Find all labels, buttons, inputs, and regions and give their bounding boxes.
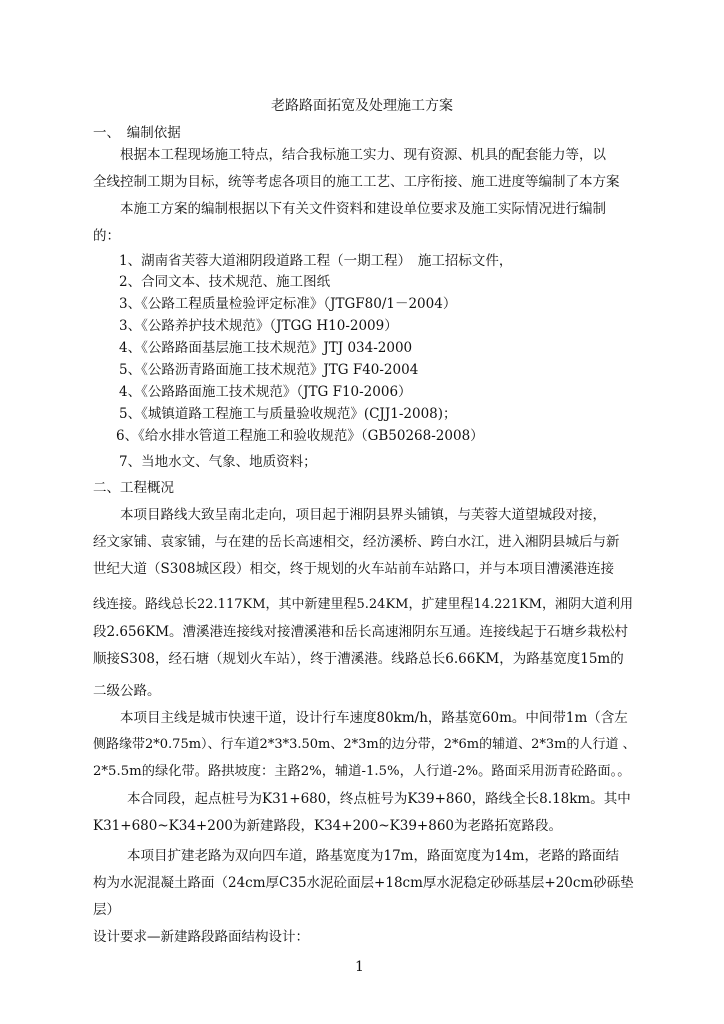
section1-para1-line2: 全线控制工期为目标，统等考虑各项目的施工工艺、工序衔接、施工进度等编制了本方案	[93, 174, 620, 190]
reference-item: 4、《公路路面施工技术规范》（JTG F10-2006）	[119, 384, 412, 400]
section2-para3-line: 本合同段，起点桩号为K31+680，终点桩号为K39+860，路线全长8.18km。其中	[127, 791, 631, 807]
section2-para2-line: 2*5.5m的绿化带。路拱坡度：主路2%，辅道-1.5%，人行道-2%。路面采用沥青砼路面。。	[93, 764, 631, 779]
section2-para4-line: 层）	[93, 902, 120, 918]
reference-item: 3、《公路养护技术规范》（JTGG H10-2009）	[119, 318, 398, 334]
page-number: 1	[355, 959, 364, 975]
reference-item: 6、《给水排水管道工程施工和验收规范》（GB50268-2008）	[116, 428, 484, 444]
reference-item: 3、《公路工程质量检验评定标准》（JTGF80/1－2004）	[119, 296, 457, 312]
section1-para1-line1: 根据本工程现场施工特点，结合我标施工实力、现有资源、机具的配套能力等，以	[120, 147, 606, 163]
reference-item: 7、当地水文、气象、地质资料；	[119, 454, 317, 470]
reference-item: 2、合同文本、技术规范、施工图纸	[119, 274, 331, 290]
section2-para1-line: 本项目路线大致呈南北走向，项目起于湘阴县界头铺镇，与芙蓉大道望城段对接，	[120, 507, 606, 523]
reference-item: 5、《城镇道路工程施工与质量验收规范》(CJJ1-2008)；	[119, 406, 457, 422]
section2-para1-line: 段2.656KM。漕溪港连接线对接漕溪港和岳长高速湘阴东互通。连接线起于石塘乡栽松村	[93, 624, 629, 640]
section2-para1-line: 顺接S308，经石塘（规划火车站），终于漕溪港。线路总长6.66KM，为路基宽度15m的	[93, 651, 624, 667]
section1-para2-line2: 的：	[93, 228, 120, 244]
reference-item: 5、《公路沥青路面施工技术规范》JTG F40-2004	[119, 362, 419, 378]
document-title: 老路路面拓宽及处理施工方案	[271, 98, 453, 114]
section2-para2-line: 本项目主线是城市快速干道，设计行车速度80km/h，路基宽60m。中间带1m（含左	[120, 710, 628, 726]
design-requirement: 设计要求—新建路段路面结构设计：	[93, 929, 309, 945]
section2-para2-line: 侧路缘带2*0.75m）、行车道2*3*3.50m、2*3m的边分带，2*6m的辅道、2*3m的人行道 、	[93, 737, 636, 752]
section1-heading: 一、 编制依据	[93, 125, 181, 141]
section2-para3-line: K31+680~K34+200为新建路段，K34+200~K39+860为老路拓宽路段。	[93, 818, 562, 834]
section2-heading: 二、工程概况	[93, 480, 174, 496]
section2-para4-line: 本项目扩建老路为双向四车道，路基宽度为17m，路面宽度为14m，老路的路面结	[127, 848, 619, 864]
section2-para1-line: 经文家铺、袁家铺，与在建的岳长高速相交，经汸溪桥、跨白水江，进入湘阴县城后与新	[93, 534, 620, 550]
reference-item: 1、湖南省芙蓉大道湘阴段道路工程（一期工程） 施工招标文件，	[119, 253, 513, 269]
section2-para1-line: 二级公路。	[93, 683, 161, 699]
section2-para4-line: 构为水泥混凝土路面（24cm厚C35水泥砼面层+18cm厚水泥稳定砂砾基层+20cm砂砾垫	[93, 875, 634, 891]
section2-para1-line: 世纪大道（S308城区段）相交，终于规划的火车站前车站路口，并与本项目漕溪港连接	[93, 561, 615, 577]
section1-para2-line1: 本施工方案的编制根据以下有关文件资料和建设单位要求及施工实际情况进行编制	[120, 201, 606, 217]
section2-para1-line: 线连接。路线总长22.117KM，其中新建里程5.24KM，扩建里程14.221KM，湘阴大道利用	[93, 597, 633, 612]
reference-item: 4、《公路路面基层施工技术规范》JTJ 034-2000	[119, 340, 413, 356]
